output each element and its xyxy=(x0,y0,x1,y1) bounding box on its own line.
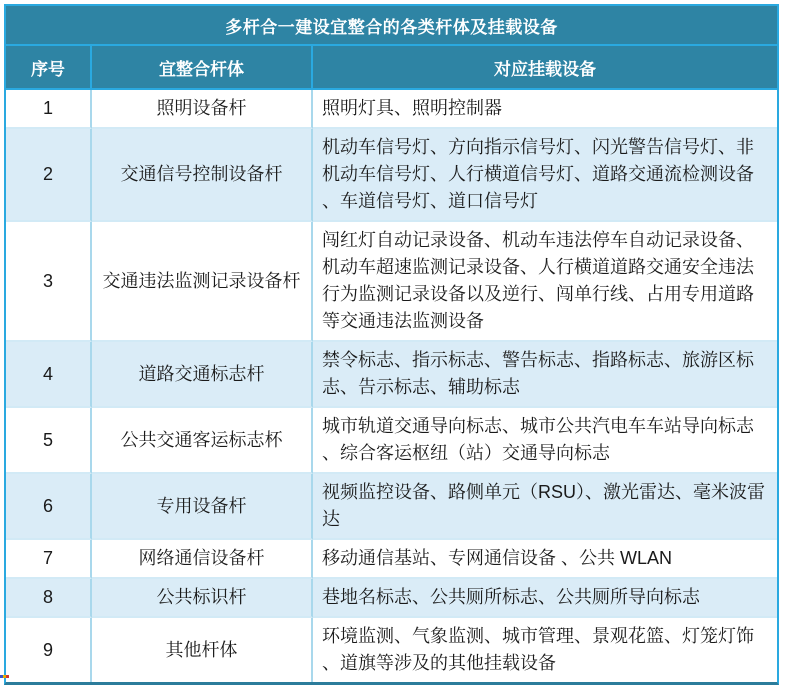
artifact-dot xyxy=(6,675,9,678)
row-index: 6 xyxy=(6,474,92,540)
pole-name: 其他杆体 xyxy=(92,618,313,682)
devices-list: 闯红灯自动记录设备、机动车违法停车自动记录设备、机动车超速监测记录设备、人行横道道路交通安全违法行为监测记录设备以及逆行、闯单行线、占用专用道路等交通违法监测设备 xyxy=(313,222,777,342)
table-row xyxy=(6,474,777,540)
poles-table xyxy=(4,4,779,685)
header-row xyxy=(6,46,777,90)
table-row xyxy=(6,129,777,222)
pole-name: 网络通信设备杆 xyxy=(92,540,313,579)
table-title: 多杆合一建设宜整合的各类杆体及挂载设备 xyxy=(6,6,777,46)
col-header-devices: 对应挂载设备 xyxy=(313,46,777,90)
devices-list: 巷地名标志、公共厕所标志、公共厕所导向标志 xyxy=(313,579,777,618)
row-index: 2 xyxy=(6,129,92,222)
table-row xyxy=(6,90,777,129)
pole-name: 公共交通客运标志杯 xyxy=(92,408,313,474)
row-index: 3 xyxy=(6,222,92,342)
table-row xyxy=(6,408,777,474)
devices-list: 照明灯具、照明控制器 xyxy=(313,90,777,129)
pole-name: 交通违法监测记录设备杆 xyxy=(92,222,313,342)
pole-name: 专用设备杆 xyxy=(92,474,313,540)
row-index: 7 xyxy=(6,540,92,579)
pole-name: 公共标识杆 xyxy=(92,579,313,618)
table-row xyxy=(6,342,777,408)
table-row xyxy=(6,579,777,618)
table-row xyxy=(6,222,777,342)
devices-list: 机动车信号灯、方向指示信号灯、闪光警告信号灯、非机动车信号灯、人行横道信号灯、道路交通流检测设备、车道信号灯、道口信号灯 xyxy=(313,129,777,222)
devices-list: 视频监控设备、路侧单元（RSU）、激光雷达、毫米波雷达 xyxy=(313,474,777,540)
devices-list: 禁令标志、指示标志、警告标志、指路标志、旅游区标志、告示标志、辅助标志 xyxy=(313,342,777,408)
col-header-index: 序号 xyxy=(6,46,92,90)
row-index: 4 xyxy=(6,342,92,408)
devices-list: 城市轨道交通导向标志、城市公共汽电车车站导向标志、综合客运枢纽（站）交通导向标志 xyxy=(313,408,777,474)
table-row xyxy=(6,618,777,682)
title-row xyxy=(6,6,777,46)
row-index: 9 xyxy=(6,618,92,682)
table-row xyxy=(6,540,777,579)
row-index: 8 xyxy=(6,579,92,618)
row-index: 1 xyxy=(6,90,92,129)
pole-name: 照明设备杆 xyxy=(92,90,313,129)
devices-list: 环境监测、气象监测、城市管理、景观花篮、灯笼灯饰、道旗等涉及的其他挂载设备 xyxy=(313,618,777,682)
pole-name: 交通信号控制设备杆 xyxy=(92,129,313,222)
col-header-pole: 宜整合杆体 xyxy=(92,46,313,90)
row-index: 5 xyxy=(6,408,92,474)
pole-name: 道路交通标志杆 xyxy=(92,342,313,408)
devices-list: 移动通信基站、专网通信设备 、公共 WLAN xyxy=(313,540,777,579)
artifact-dots xyxy=(0,675,9,678)
